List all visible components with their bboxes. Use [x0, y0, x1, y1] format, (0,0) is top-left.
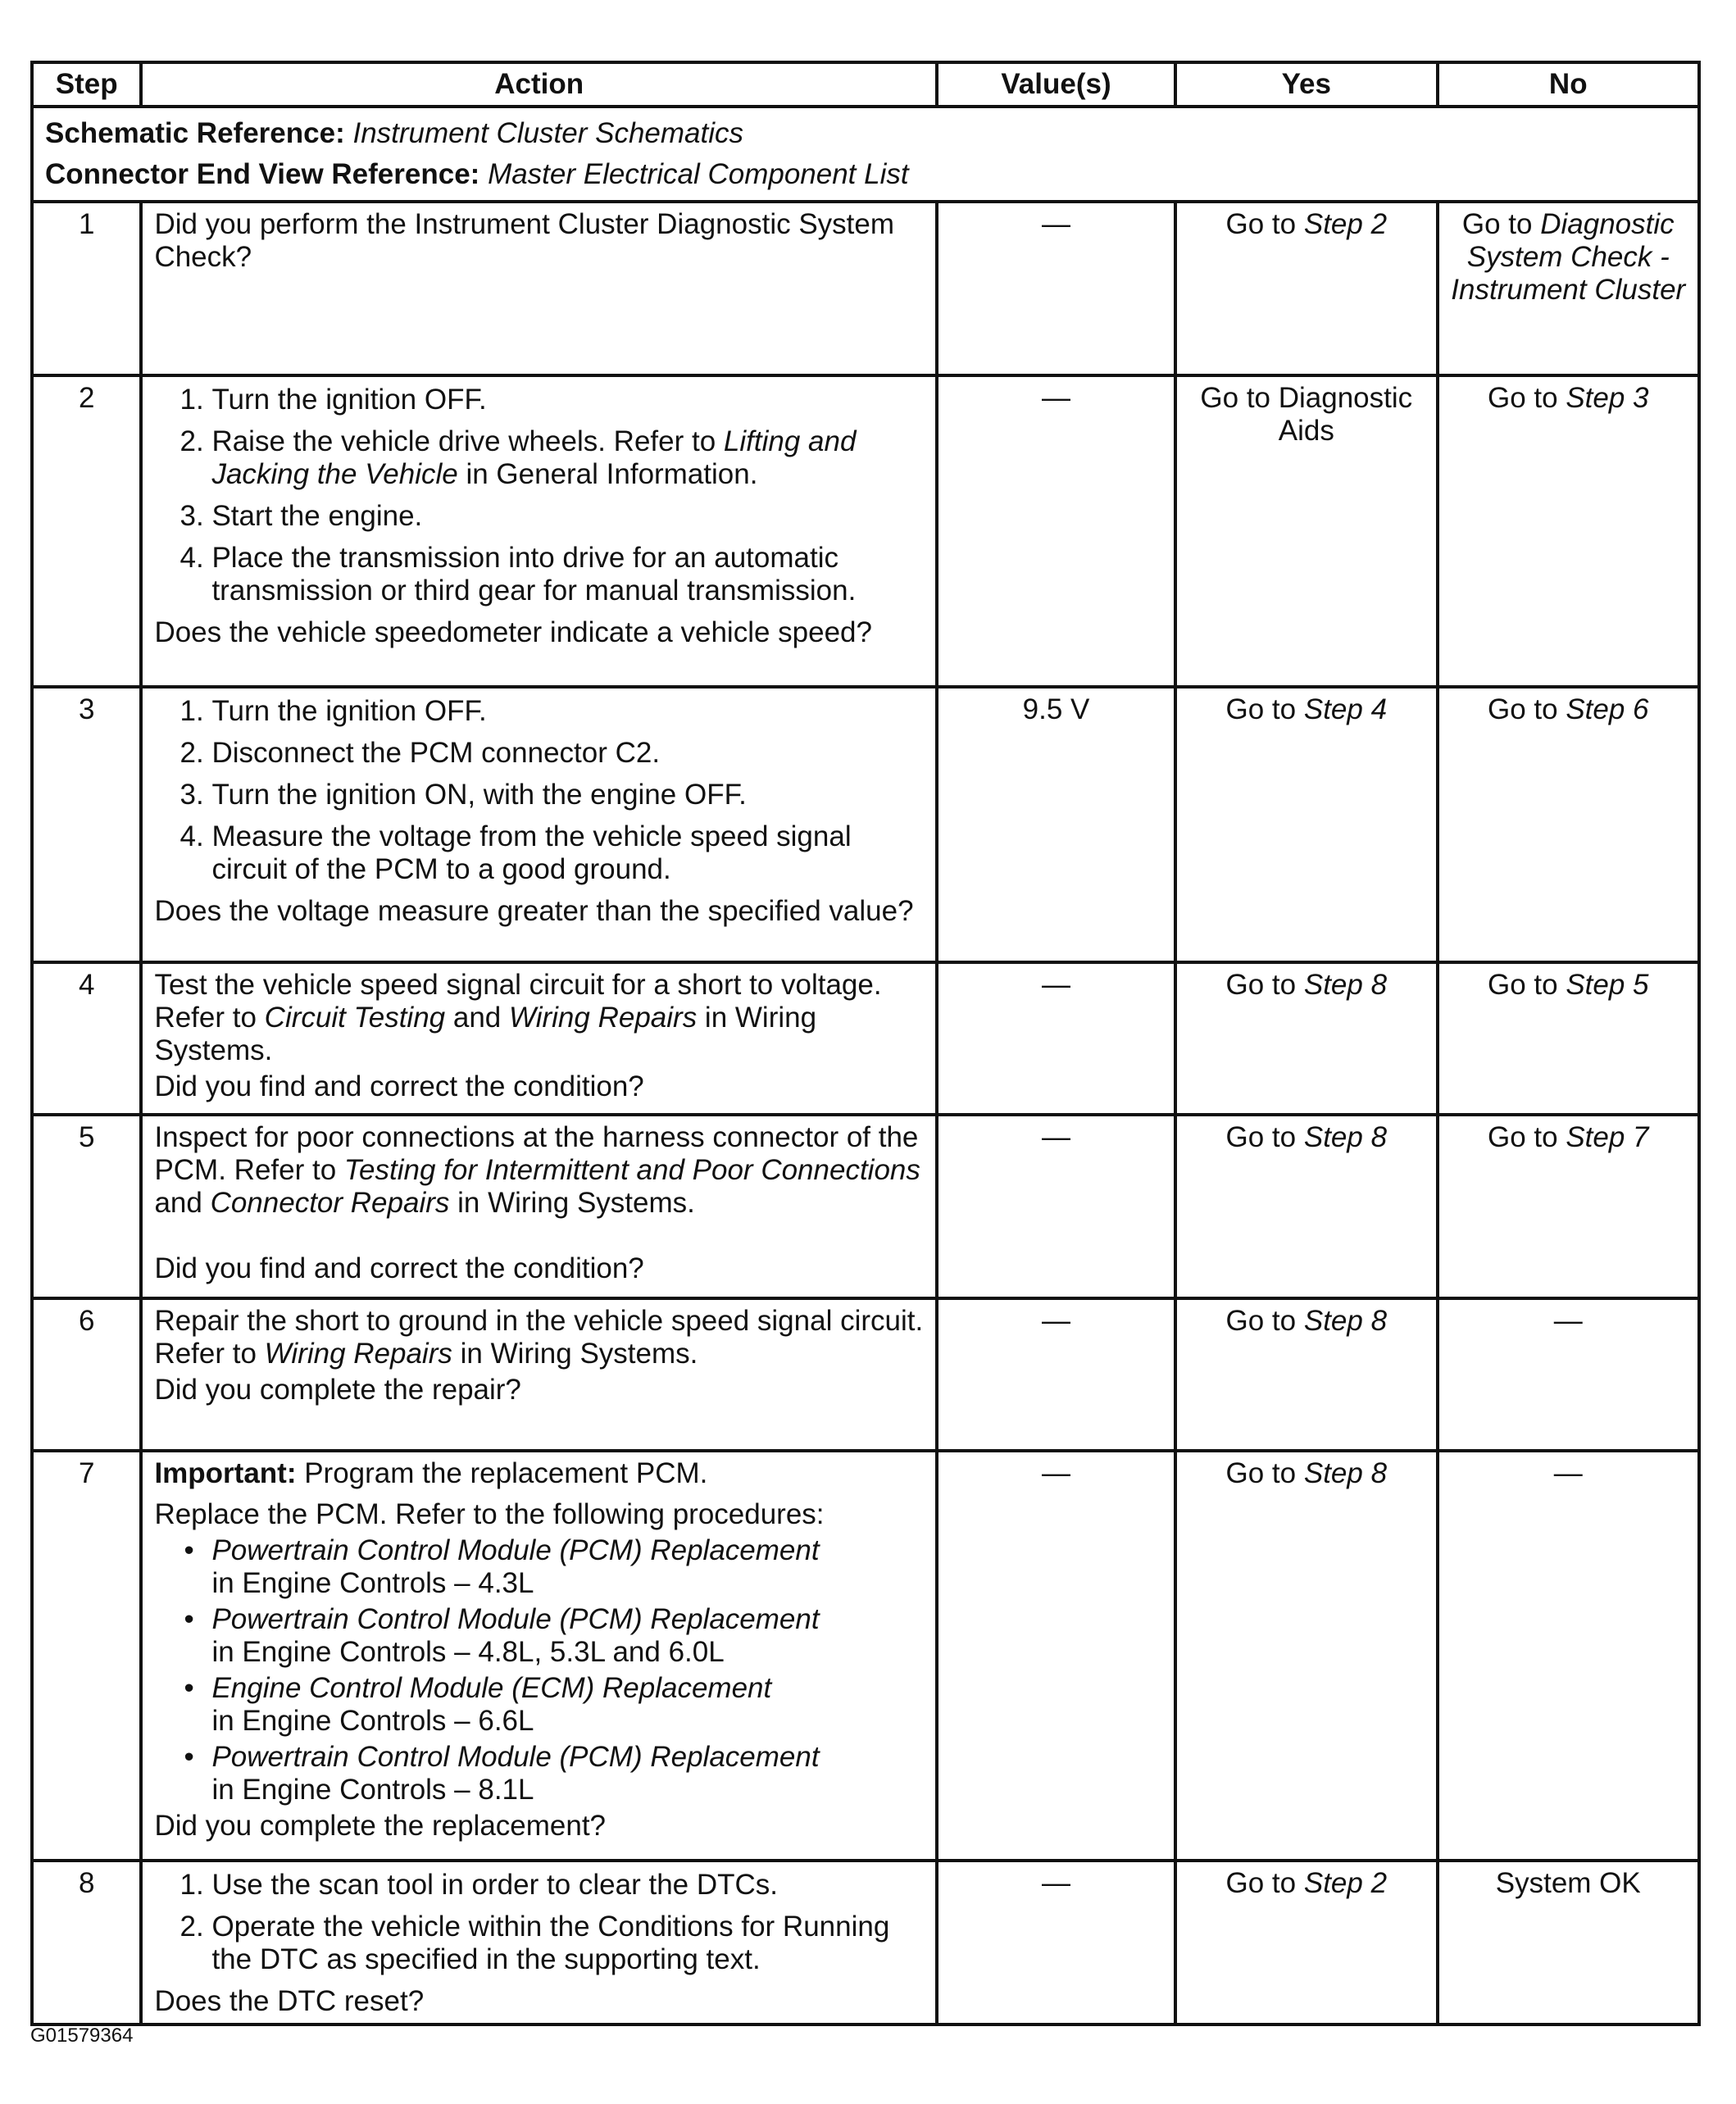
figure-id: G01579364	[30, 2024, 134, 2047]
no-link[interactable]: Step 6	[1566, 693, 1649, 725]
step-instruction: Test the vehicle speed signal circuit for a short to voltage. Refer to Circuit Testing and Wiring Repairs in Wiring Systems.	[154, 969, 882, 1066]
yes-cell	[1175, 962, 1437, 1115]
no-cell	[1438, 687, 1699, 962]
step-value: —	[937, 1451, 1175, 1861]
step-action	[141, 687, 936, 962]
step-row-2	[32, 375, 1699, 687]
reference-link[interactable]: Circuit Testing	[264, 1002, 446, 1034]
header-action: Action	[141, 62, 936, 107]
step-value: 9.5 V	[937, 687, 1175, 962]
header-values: Value(s)	[937, 62, 1175, 107]
step-action	[141, 1115, 936, 1298]
reference-cell	[32, 107, 1699, 202]
procedure-link[interactable]: Powertrain Control Module (PCM) Replacement	[211, 1741, 820, 1773]
step-value: —	[937, 1115, 1175, 1298]
step-action	[141, 202, 936, 375]
reference-link[interactable]: Wiring Repairs	[264, 1338, 452, 1370]
instruction-item: 1. Use the scan tool in order to clear the DTCs.	[211, 1869, 923, 1902]
yes-cell	[1175, 1451, 1437, 1861]
step-action	[141, 1861, 936, 2024]
no-cell: —	[1438, 1298, 1699, 1451]
step-row-5	[32, 1115, 1699, 1298]
yes-link[interactable]: Step 8	[1303, 969, 1388, 1001]
yes-cell[interactable]: Go to Diagnostic Aids	[1175, 375, 1437, 687]
instruction-item: 2. Disconnect the PCM connector C2.	[211, 737, 923, 770]
instruction-item: 4. Place the transmission into drive for an automatic transmission or third gear for manual transmission.	[211, 542, 923, 607]
step-number: 4	[32, 962, 141, 1115]
yes-link[interactable]: Step 8	[1303, 1121, 1388, 1153]
step-instruction: Inspect for poor connections at the harness connector of the PCM. Refer to Testing for Intermittent and Poor Connections and Connector Repairs in Wiring Systems.	[154, 1121, 920, 1219]
no-prefix: Go to	[1487, 969, 1558, 1001]
procedure-link[interactable]: Powertrain Control Module (PCM) Replacement	[211, 1603, 820, 1635]
step-question: Did you find and correct the condition?	[154, 1252, 644, 1284]
no-link[interactable]: Step 3	[1566, 382, 1649, 414]
connector-reference-label: Connector End View Reference:	[45, 158, 480, 190]
step-number: 1	[32, 202, 141, 375]
yes-prefix: Go to	[1225, 693, 1297, 725]
reference-link[interactable]: Lifting and Jacking the Vehicle	[211, 425, 857, 490]
procedure-item: • Powertrain Control Module (PCM) Replacement in Engine Controls – 4.3L	[211, 1534, 923, 1600]
important-label: Important:	[154, 1457, 297, 1489]
yes-prefix: Go to	[1225, 969, 1297, 1001]
yes-link[interactable]: Step 2	[1303, 1867, 1388, 1899]
yes-cell	[1175, 1298, 1437, 1451]
step-number: 3	[32, 687, 141, 962]
no-cell: —	[1438, 1451, 1699, 1861]
step-action	[141, 1451, 936, 1861]
no-link[interactable]: Step 5	[1566, 969, 1649, 1001]
connector-reference	[45, 154, 1686, 195]
step-row-7	[32, 1451, 1699, 1861]
schematic-reference	[45, 113, 1686, 154]
step-question: Does the DTC reset?	[154, 1985, 425, 2017]
yes-link[interactable]: Step 4	[1303, 693, 1388, 725]
instruction-item: 3. Start the engine.	[211, 500, 923, 533]
step-value: —	[937, 202, 1175, 375]
instruction-item: 3. Turn the ignition ON, with the engine OFF.	[211, 779, 923, 811]
instruction-item: 4. Measure the voltage from the vehicle speed signal circuit of the PCM to a good ground.	[211, 820, 923, 886]
step-number: 2	[32, 375, 141, 687]
instruction-item: 2. Operate the vehicle within the Conditions for Running the DTC as specified in the supporting text.	[211, 1911, 923, 1976]
instruction-item: 2. Raise the vehicle drive wheels. Refer to Lifting and Jacking the Vehicle in General Information.	[211, 425, 923, 491]
step-value: —	[937, 375, 1175, 687]
instruction-item: 1. Turn the ignition OFF.	[211, 384, 923, 416]
procedure-item: • Powertrain Control Module (PCM) Replacement in Engine Controls – 4.8L, 5.3L and 6.0L	[211, 1603, 923, 1669]
schematic-reference-link[interactable]: Instrument Cluster Schematics	[352, 117, 744, 149]
step-question: Does the voltage measure greater than the specified value?	[154, 895, 914, 927]
header-row	[32, 62, 1699, 107]
header-yes: Yes	[1175, 62, 1437, 107]
no-prefix: Go to	[1461, 208, 1533, 240]
step-action	[141, 375, 936, 687]
yes-cell	[1175, 1861, 1437, 2024]
yes-prefix: Go to	[1225, 208, 1297, 240]
no-prefix: Go to	[1487, 382, 1558, 414]
no-prefix: Go to	[1487, 1121, 1558, 1153]
schematic-reference-label: Schematic Reference:	[45, 117, 345, 149]
step-value: —	[937, 962, 1175, 1115]
important-note: Important: Program the replacement PCM.	[154, 1457, 708, 1489]
no-link[interactable]: Step 7	[1566, 1121, 1649, 1153]
step-instruction: Repair the short to ground in the vehicle speed signal circuit. Refer to Wiring Repairs in Wiring Systems.	[154, 1305, 924, 1370]
yes-cell	[1175, 1115, 1437, 1298]
yes-prefix: Go to	[1225, 1867, 1297, 1899]
procedure-list	[154, 1534, 923, 1806]
instruction-item: 1. Turn the ignition OFF.	[211, 695, 923, 728]
header-step: Step	[32, 62, 141, 107]
yes-link[interactable]: Step 2	[1303, 208, 1388, 240]
reference-link[interactable]: Wiring Repairs	[509, 1002, 698, 1034]
reference-link[interactable]: Testing for Intermittent and Poor Connections	[343, 1154, 920, 1186]
reference-link[interactable]: Connector Repairs	[210, 1187, 450, 1219]
step-row-6	[32, 1298, 1699, 1451]
yes-prefix: Go to	[1225, 1305, 1297, 1337]
header-no: No	[1438, 62, 1699, 107]
step-value: —	[937, 1298, 1175, 1451]
yes-cell	[1175, 202, 1437, 375]
procedure-item: • Engine Control Module (ECM) Replacement in Engine Controls – 6.6L	[211, 1672, 923, 1738]
yes-link[interactable]: Step 8	[1303, 1457, 1388, 1489]
procedure-item: • Powertrain Control Module (PCM) Replacement in Engine Controls – 8.1L	[211, 1741, 923, 1806]
step-instructions	[154, 1869, 923, 1976]
step-question: Did you complete the replacement?	[154, 1810, 607, 1842]
step-question: Did you complete the repair?	[154, 1374, 521, 1406]
no-cell	[1438, 202, 1699, 375]
step-question: Did you find and correct the condition?	[154, 1070, 644, 1102]
step-number: 5	[32, 1115, 141, 1298]
no-cell	[1438, 1115, 1699, 1298]
no-link[interactable]: Diagnostic System Check - Instrument Cluster	[1451, 208, 1686, 306]
step-row-1	[32, 202, 1699, 375]
step-number: 8	[32, 1861, 141, 2024]
no-prefix: Go to	[1487, 693, 1558, 725]
step-action	[141, 1298, 936, 1451]
yes-cell	[1175, 687, 1437, 962]
diagnostic-table	[30, 61, 1701, 2026]
reference-row	[32, 107, 1699, 202]
step-instructions	[154, 384, 923, 607]
yes-link[interactable]: Step 8	[1303, 1305, 1388, 1337]
step-row-8	[32, 1861, 1699, 2024]
no-cell	[1438, 375, 1699, 687]
step-row-3	[32, 687, 1699, 962]
step-instructions	[154, 695, 923, 886]
yes-prefix: Go to	[1225, 1121, 1297, 1153]
procedure-link[interactable]: Engine Control Module (ECM) Replacement	[211, 1672, 772, 1704]
step-number: 6	[32, 1298, 141, 1451]
connector-reference-link[interactable]: Master Electrical Component List	[488, 158, 909, 190]
step-instruction: Replace the PCM. Refer to the following procedures:	[154, 1498, 825, 1530]
step-value: —	[937, 1861, 1175, 2024]
step-action	[141, 962, 936, 1115]
step-row-4	[32, 962, 1699, 1115]
no-cell: System OK	[1438, 1861, 1699, 2024]
step-number: 7	[32, 1451, 141, 1861]
step-question: Does the vehicle speedometer indicate a vehicle speed?	[154, 616, 872, 648]
step-question: Did you perform the Instrument Cluster Diagnostic System Check?	[154, 208, 895, 273]
procedure-link[interactable]: Powertrain Control Module (PCM) Replacement	[211, 1534, 820, 1566]
yes-prefix: Go to	[1225, 1457, 1297, 1489]
no-cell	[1438, 962, 1699, 1115]
